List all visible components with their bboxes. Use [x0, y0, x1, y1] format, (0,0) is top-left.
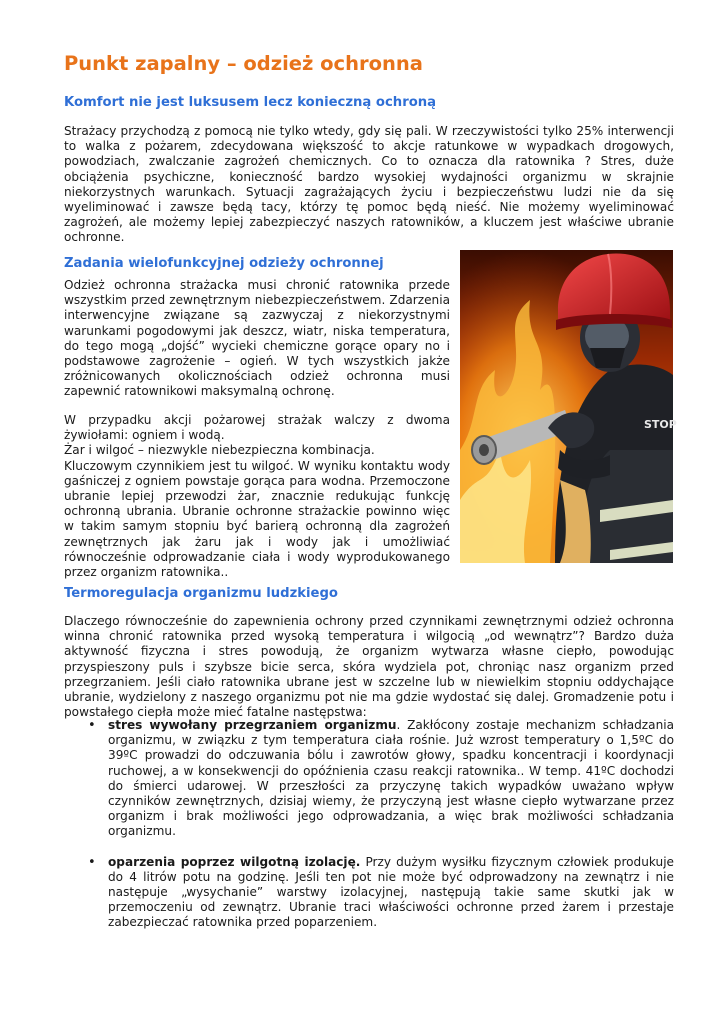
page-title: Punkt zapalny – odzież ochronna	[64, 52, 423, 75]
text-line: Kluczowym czynnikiem jest tu wilgoć. W wyniku kontaktu wody gaśniczej z ogniem powstaje gorąca para wodna. Przemoczone ubranie lepiej przewodzi żar, znacznie redukując funkcję ochronną ubrania. Ubranie ochronne strażackie powinno więc w takim samym stopniu być barierą ochronną dla zagrożeń zewnętrznych jak żaru jak i wody jak i umożliwiać równocześnie odprowadzanie ciała i wody wyprodukowanego przez organizm ratownika..	[64, 458, 450, 580]
text-line: Żar i wilgoć – niezwykle niebezpieczna kombinacja.	[64, 443, 375, 458]
helmet-print-text: STOP	[644, 418, 677, 431]
paragraph-intro: Strażacy przychodzą z pomocą nie tylko wtedy, gdy się pali. W rzeczywistości tylko 25% interwencji to walka z pożarem, zdecydowana większość to akcje ratunkowe w wypadkach drogowych, powodziach, zwalczanie zagrożeń chemicznych. Co to oznacza dla ratownika ? Stres, duże obciążenia psychiczne, konieczność bardzo wysokiej wydajności organizmu w skrajnie niekorzystnych warunkach. Sytuacji zagrażających życiu i bezpieczeństwu ludzi nie da się wyeliminować i zawsze będą tacy, którzy tę pomoc będą nieść. Nie możemy wyeliminować zagrożeń, ale możemy lepiej zabezpieczyć naszych ratowników, a kluczem jest właściwe ubranie ochronne.	[64, 124, 674, 245]
bullet-icon: •	[88, 854, 96, 870]
list-item-text: Przy dużym wysiłku fizycznym człowiek produkuje do 4 litrów potu na godzinę. Jeśli ten pot nie może być odprowadzony na zewnątrz i nie następuje „wysychanie” warstwy izolacyjnej, następują takie same skutki jak w przemoczeniu od zewnątrz. Ubranie traci właściwości ochronne przed żarem i przestaje zabezpieczać ratownika przed poparzeniem.	[108, 854, 674, 930]
paragraph-fire-water	[64, 413, 450, 580]
section-heading-thermoregulation: Termoregulacja organizmu ludzkiego	[64, 586, 338, 601]
list-item-bold: oparzenia poprzez wilgotną izolację.	[108, 854, 361, 869]
list-item-bold: stres wywołany przegrzaniem organizmu	[108, 718, 397, 732]
list-item	[64, 855, 674, 931]
consequences-list	[64, 718, 674, 931]
list-item-text: . Zakłócony zostaje mechanizm schładzania organizmu, w związku z tym temperatura ciała rośnie. Już wzrost temperatury o 1,5ºC do 39ºC prowadzi do odczuwania bólu i zawrotów głowy, spadku koncentracji i koordynacji ruchowej, a w konsekwencji do opóźnienia czasu reakcji ratownika.. W temp. 41ºC dochodzi do śmierci udarowej. W przeszłości za przyczynę takich wypadków uważano wpływ czynników zewnętrznych, dzisiaj wiemy, że przyczyną jest własne ciepło wytwarzane przez organizm i brak możliwości jego odprowadzania, a więc brak możliwości schładzania organizmu.	[108, 718, 675, 839]
paragraph-thermoregulation: Dlaczego równocześnie do zapewnienia ochrony przed czynnikami zewnętrznymi odzież ochronna winna chronić ratownika przed wysoką temperatura i wilgocią „od wewnątrz”? Bardzo duża aktywność fizyczna i stres powodują, że organizm wytwarza własne ciepło, powodując przyspieszony puls i szybsze bicie serca, skóra wydziela pot, chroniąc nasz organizm przed przegrzaniem. Jeśli ciało ratownika ubrane jest w szczelne lub w niewielkim stopniu oddychające ubranie, wydzielony z naszego organizmu pot nie ma gdzie wydostać się dalej. Gromadzenie potu i powstałego ciepła może mieć fatalne następstwa:	[64, 614, 674, 720]
paragraph-tasks: Odzież ochronna strażacka musi chronić ratownika przede wszystkim przed zewnętrznym niebezpieczeństwem. Zdarzenia interwencyjne związane są zazwyczaj z niekorzystnymi warunkami pogodowymi jak deszcz, wiatr, niska temperatura, do tego mogą „dojść” wycieki chemiczne gorące opary no i podstawowe zagrożenie – ogień. W tych wszystkich jakże zróżnicowanych okolicznościach odzież ochronna musi zapewnić ratownikowi maksymalną ochronę.	[64, 278, 450, 399]
list-item	[64, 718, 674, 840]
section-heading-comfort: Komfort nie jest luksusem lecz konieczną ochroną	[64, 95, 437, 110]
bullet-icon: •	[88, 718, 96, 733]
text-line: W przypadku akcji pożarowej strażak walczy z dwoma żywiołami: ogniem i wodą.	[64, 413, 450, 443]
section-heading-tasks: Zadania wielofunkcyjnej odzieży ochronnej	[64, 256, 384, 271]
firefighter-photo	[460, 250, 677, 563]
